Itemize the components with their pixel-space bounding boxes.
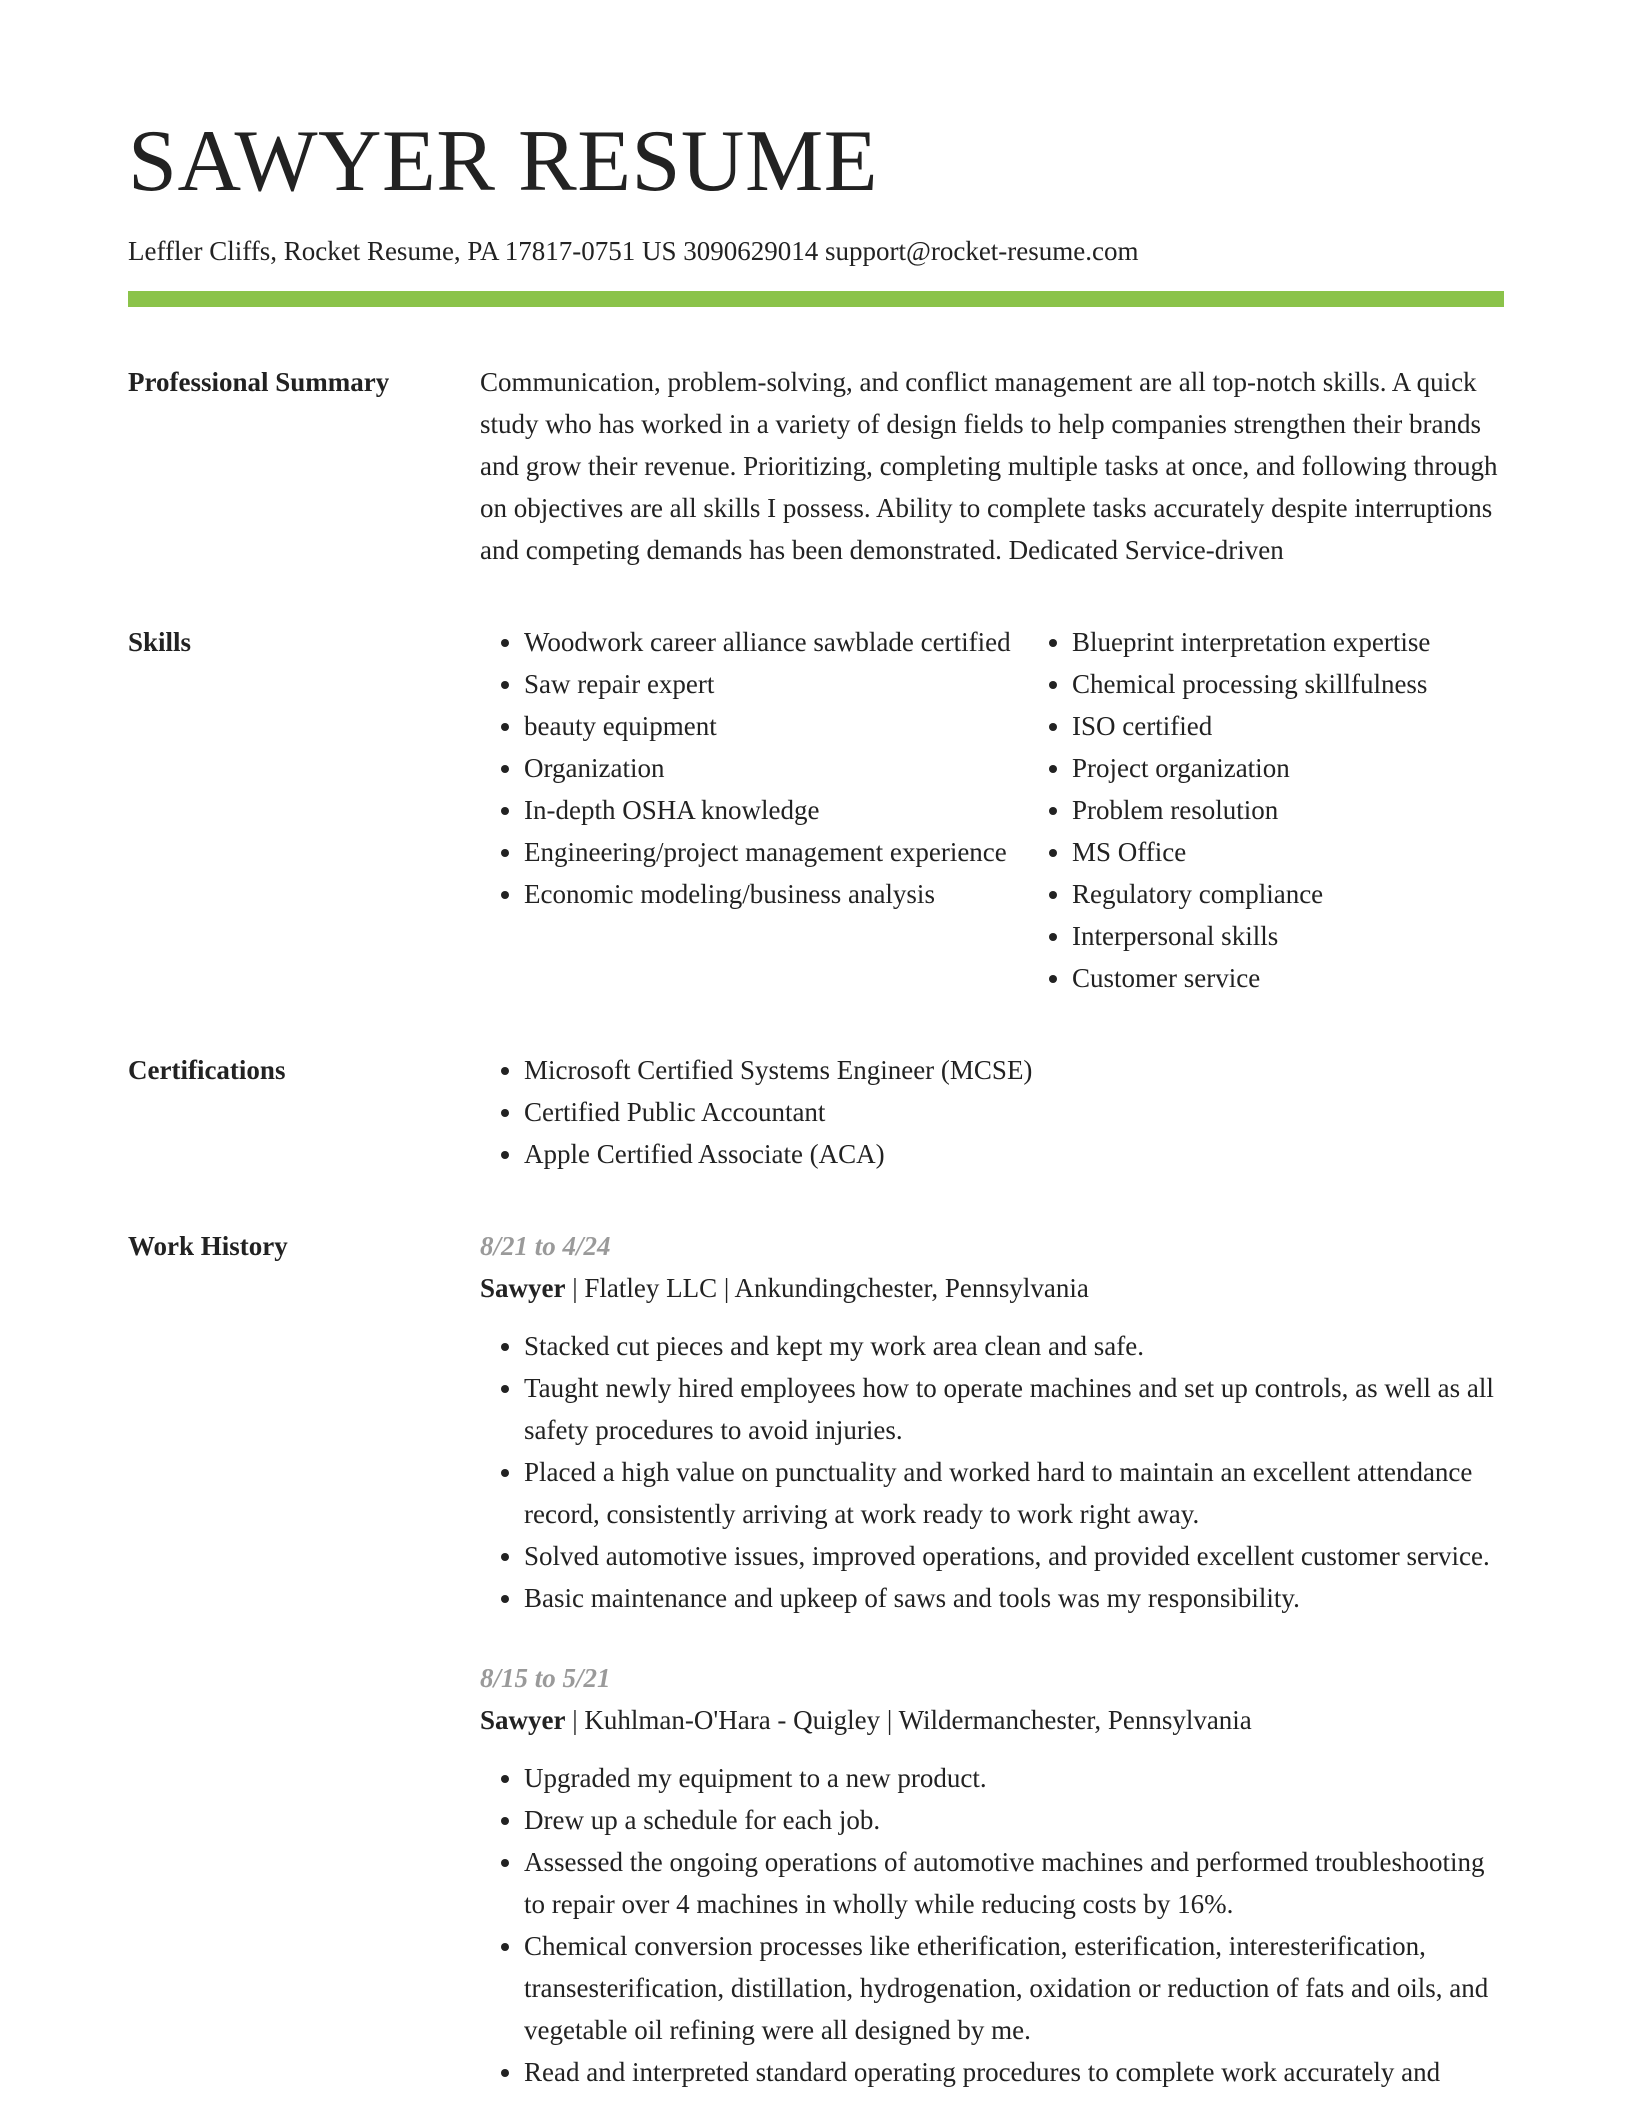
skill-item: • Organization (524, 747, 1028, 789)
job-duty: • Read and interpreted standard operating procedures to complete work accurately and (524, 2051, 1504, 2093)
job-entry (480, 1225, 1504, 1619)
skill-item: • Chemical processing skillfulness (1072, 663, 1592, 705)
job-details: | Flatley LLC | Ankundingchester, Pennsylvania (565, 1273, 1089, 1304)
job-title: Sawyer (480, 1705, 566, 1736)
work-history-section (128, 1225, 1504, 2112)
job-duty: • Stacked cut pieces and kept my work area clean and safe. (524, 1325, 1504, 1367)
skills-list-left (480, 621, 1028, 999)
certifications-section (128, 1049, 1504, 1175)
contact-info: Leffler Cliffs, Rocket Resume, PA 17817-0751 US 3090629014 support@rocket-resume.com (128, 236, 1139, 266)
job-details: | Kuhlman-O'Hara - Quigley | Wildermanchester, Pennsylvania (565, 1705, 1252, 1736)
skill-item: • Regulatory compliance (1072, 873, 1592, 915)
job-duty: • Chemical conversion processes like etherification, esterification, interesterification, transesterification, distillation, hydrogenation, oxidation or reduction of fats and oils, and vegetable oil refining were all designed by me. (524, 1925, 1504, 2051)
skill-item: • Blueprint interpretation expertise (1072, 621, 1592, 663)
certification-item: • Certified Public Accountant (524, 1091, 1504, 1133)
skills-list-right (1028, 621, 1592, 999)
header-divider (128, 291, 1504, 307)
job-duty: • Taught newly hired employees how to operate machines and set up controls, as well as all safety procedures to avoid injuries. (524, 1367, 1504, 1451)
job-duty: • Upgraded my equipment to a new product. (524, 1757, 1504, 1799)
certification-item: • Microsoft Certified Systems Engineer (MCSE) (524, 1049, 1504, 1091)
job-duty: • Assessed the ongoing operations of automotive machines and performed troubleshooting to repair over 4 machines in wholly while reducing costs by 16%. (524, 1841, 1504, 1925)
job-duty: • Solved automotive issues, improved operations, and provided excellent customer service. (524, 1535, 1504, 1577)
skill-item: • Customer service (1072, 957, 1592, 999)
job-duty: • Drew up a schedule for each job. (524, 1799, 1504, 1841)
job-dates: 8/15 to 5/21 (480, 1663, 611, 1694)
skill-item: • Saw repair expert (524, 663, 1028, 705)
skill-item: • Problem resolution (1072, 789, 1592, 831)
job-duty: • Basic maintenance and upkeep of saws and tools was my responsibility. (524, 1577, 1504, 1619)
skill-item: • Economic modeling/business analysis (524, 873, 1028, 915)
job-heading (480, 1699, 1504, 1741)
job-dates: 8/21 to 4/24 (480, 1231, 611, 1262)
section-title-work-history: Work History (128, 1231, 288, 1262)
skill-item: • In-depth OSHA knowledge (524, 789, 1028, 831)
job-duty: • Placed a high value on punctuality and worked hard to maintain an excellent attendance record, consistently arriving at work ready to work right away. (524, 1451, 1504, 1535)
skill-item: • beauty equipment (524, 705, 1028, 747)
summary-section (128, 361, 1504, 571)
section-title-skills: Skills (128, 627, 192, 658)
skill-item: • MS Office (1072, 831, 1592, 873)
skill-item: • Project organization (1072, 747, 1592, 789)
job-title: Sawyer (480, 1273, 566, 1304)
skill-item: • Woodwork career alliance sawblade certified (524, 621, 1028, 663)
skill-item: • ISO certified (1072, 705, 1592, 747)
resume-name: SAWYER RESUME (128, 113, 878, 210)
job-entry (480, 1657, 1504, 2093)
skill-item: • Interpersonal skills (1072, 915, 1592, 957)
section-title-summary: Professional Summary (128, 367, 390, 398)
certification-item: • Apple Certified Associate (ACA) (524, 1133, 1504, 1175)
skills-section (128, 621, 1504, 999)
certifications-list (480, 1049, 1504, 1175)
job-duties (480, 1325, 1504, 1619)
skill-item: • Engineering/project management experience (524, 831, 1028, 873)
job-duties (480, 1757, 1504, 2093)
section-title-certifications: Certifications (128, 1055, 286, 1086)
job-heading (480, 1267, 1504, 1309)
summary-text: Communication, problem-solving, and conflict management are all top-notch skills. A quick study who has worked in a variety of design fields to help companies strengthen their brands and grow their revenue. Prioritizing, completing multiple tasks at once, and following through on objectives are all skills I possess. Ability to complete tasks accurately despite interruptions and competing demands has been demonstrated. Dedicated Service-driven (480, 367, 1498, 566)
